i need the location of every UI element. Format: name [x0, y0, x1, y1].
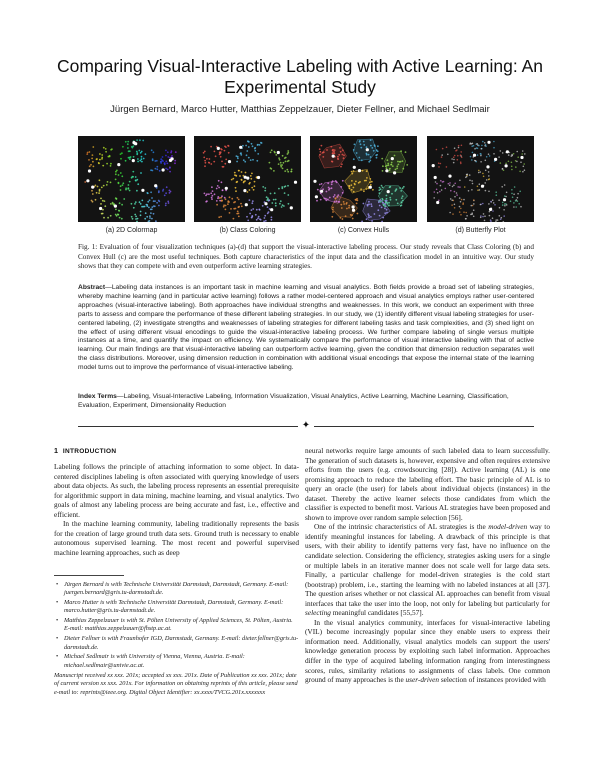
- butterfly-scatterplot: [427, 136, 534, 222]
- abstract: [78, 284, 534, 373]
- divider-ornament: ✦: [301, 420, 311, 431]
- paragraph: In the machine learning community, labeling traditionally represents the basis for the creation of large ground truth data sets. Ground truth is necessary to enable autonomous supervised learning. The most recent and powerful supervised machine learning approaches, such as deep: [54, 519, 299, 557]
- butterfly-plot-panel: [427, 136, 534, 222]
- figure-caption: Fig. 1: Evaluation of four visualization techniques (a)-(d) that support the visual-interactive labeling process. Our study reveals that Class Coloring (b) and Convex Hull (c) are the most useful techniques. Both capture characteristics of the input data and the classification model in an intuitive way. Our study shows that they can compete with and even outperform active learning strategies.: [78, 243, 534, 271]
- manuscript-note: Manuscript received xx xxx. 201x; accepted xx xxx. 201x. Date of Publication xx xxx. 201x; date of current version xx xxx. 201x. For information on obtaining reprints of this article, please send e-mail to: reprints@ieee.org. Digital Object Identifier: xx.xxxx/TVCG.201x.xxxxxxx: [54, 671, 298, 696]
- convex-hulls-panel: [310, 136, 417, 222]
- affiliation-footnote: • Jürgen Bernard is with Technische Universität Darmstadt, Darmstadt, Germany. E-mail: juergen.bernard@gris.tu-darmstadt.de.: [64, 581, 299, 598]
- index-terms-label: Index Terms: [78, 393, 117, 400]
- section-heading: [54, 446, 116, 455]
- affiliation-footnote: • Dieter Fellner is with Fraunhofer IGD, Darmstadt, Germany. E-mail: dieter.fellner@gris.tu-darmstadt.de.: [64, 635, 299, 652]
- subfigure-label: (a) 2D Colormap: [105, 227, 158, 234]
- convex-hulls-scatterplot: [310, 136, 417, 222]
- paragraph: One of the intrinsic characteristics of AL strategies is the model-driven way to identify meaningful instances for labeling. A drawback of this principle is that users, with their ability to identify patterns very fast, have no influence on the candidate selection. Considering the efficiency, strategies asking users for a single or multiple labels in an iterative manner does not scale well for large data sets. Finally, a particular challenge for model-driven strategies is the cold start (bootstrap) problem, i.e., starting the learning with no labeled instances at all [37]. The question arises whether or not classical AL approaches can benefit from visual interfaces that take the user into the loop, not only for labeling but particularly for selecting meaningful candidates [55,57].: [305, 522, 550, 618]
- colormap-scatterplot: [78, 136, 185, 222]
- section-divider: [78, 420, 534, 432]
- subfigure-label: (b) Class Coloring: [219, 227, 276, 234]
- paper-title: Comparing Visual-Interactive Labeling with Active Learning: An Experimental Study: [56, 56, 544, 97]
- index-terms: [78, 393, 534, 411]
- paragraph: In the visual analytics community, interfaces for visual-interactive labeling (VIL) become increasingly popular since they enable users to express their information need. Additionally, visual analytics models can support the users' knowledge generation process by exploiting such label information. Approaches differ in the type of acquired labeling information ranging from interestingness scores, rules, similarity relations to assignments of class labels. One common ground of many approaches is the user-driven selection of instances provided with: [305, 617, 550, 685]
- footnotes: [54, 581, 299, 697]
- subfigure-label: (c) Convex Hulls: [337, 227, 390, 234]
- affiliation-footnote: • Matthias Zeppelzauer is with St. Pölten University of Applied Sciences, St. Pölten, Austria. E-mail: matthias.zeppelzauer@fhstp.ac.at.: [64, 617, 299, 634]
- section-number: 1: [54, 446, 59, 455]
- left-column: [54, 462, 299, 557]
- paper-authors: Jürgen Bernard, Marco Hutter, Matthias Zeppelzauer, Dieter Fellner, and Michael Sedlmair: [110, 104, 490, 115]
- teaser-figure: [78, 136, 534, 222]
- colormap-panel: [78, 136, 185, 222]
- paragraph: Labeling follows the principle of attaching information to some object. In data-centered disciplines labeling is often associated with querying knowledge of users about data objects. As such, the labeling process represents an essential prerequisite for algorithmic support in data mining, machine learning, and visual analytics. Two goals of almost any labeling process are being accurate and fast, i.e., effective and efficient.: [54, 462, 299, 519]
- class-coloring-scatterplot: [194, 136, 301, 222]
- affiliation-footnote: • Michael Sedlmair is with University of Vienna, Vienna, Austria. E-mail: michael.sedlmair@univie.ac.at.: [64, 653, 299, 670]
- abstract-text: —Labeling data instances is an important task in machine learning and visual analytics. Both fields provide a broad set of labeling strategies, whereby machine learning (and in particular active learning) follows a rather model-centered approach and visual analytics employs rather user-centered approaches (visual-interactive labeling). Both approaches have individual strengths and weaknesses. In this work, we conduct an experiment with three parts to assess and compare the performance of these different labeling strategies. In our study, we (1) identify different visual labeling strategies for user-centered labeling, (2) investigate strengths and weaknesses of labeling strategies for different labeling tasks and task complexities, and (3) shed light on the effect of using different visual encodings to guide the visual-interactive labeling process. We further compare labeling of single versus multiple instances at a time, and quantify the impact on efficiency. We systematically compare the performance of visual interactive labeling with that of active learning. Our main findings are that visual-interactive labeling can outperform active learning, given the condition that dimension reduction separates well the class distributions. Moreover, using dimension reduction in combination with additional visual encodings that expose the internal state of the learning model turns out to improve the performance of visual-interactive labeling.: [78, 284, 534, 372]
- footnote-rule: [54, 575, 124, 576]
- right-column: [305, 446, 550, 685]
- index-terms-text: —Labeling, Visual-Interactive Labeling, Information Visualization, Visual Analytics, Active Learning, Machine Learning, Classification, Evaluation, Experiment, Dimensionality Reduction: [78, 393, 509, 409]
- affiliation-footnote: • Marco Hutter is with Technische Universität Darmstadt, Darmstadt, Germany. E-mail: marco.hutter@gris.tu-darmstadt.de.: [64, 599, 299, 616]
- section-title: INTRODUCTION: [62, 448, 117, 455]
- abstract-label: Abstract: [78, 284, 106, 291]
- paragraph: neural networks require large amounts of such labeled data to learn successfully. The generation of such datasets is, however, expensive and often requires extensive efforts from the users (e.g. crowdsourcing [28]). Active learning (AL) is one promising approach to reduce the labeling effort. The basic principle of AL is to query an oracle (the user) for labels about individual objects (instances) in the dataset. Thereby the active learner selects those candidates from which the classifier is expected to benefit most. Various AL strategies have been proposed and shown to improve over random sample selection [56].: [305, 446, 550, 522]
- class-coloring-panel: [194, 136, 301, 222]
- subfigure-label: (d) Butterfly Plot: [455, 227, 506, 234]
